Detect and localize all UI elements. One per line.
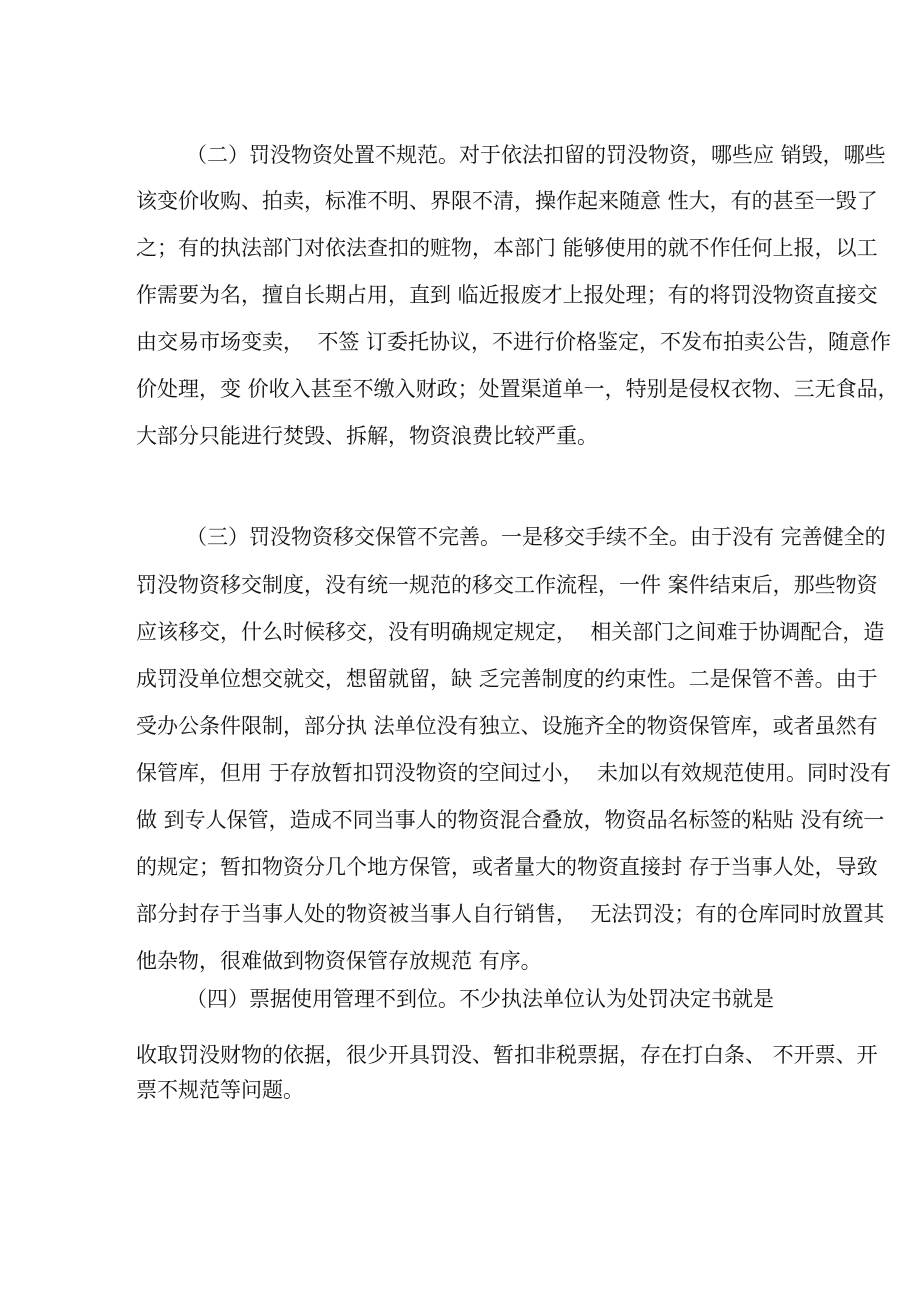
para2-line-3: 之；有的执法部门对依法查扣的赃物，本部门 能够使用的就不作任何上报，以工	[136, 236, 878, 260]
para2-line-4: 作需要为名，擅自长期占用，直到 临近报废才上报处理；有的将罚没物资直接交	[136, 283, 878, 307]
para2-line-7: 大部分只能进行焚毁、拆解，物资浪费比较严重。	[136, 424, 598, 448]
para3-line-5: 受办公条件限制，部分执 法单位没有独立、设施齐全的物资保管库，或者虽然有	[136, 714, 878, 738]
para4-line-2: 收取罚没财物的依据，很少开具罚没、暂扣非税票据，存在打白条、 不开票、开	[136, 1043, 878, 1067]
para3-line-8: 的规定；暂扣物资分几个地方保管，或者量大的物资直接封 存于当事人处，导致	[136, 855, 878, 879]
para3-line-3: 应该移交，什么时候移交，没有明确规定规定， 相关部门之间难于协调配合，造	[136, 620, 885, 644]
para3-line-7: 做 到专人保管，造成不同当事人的物资混合叠放，物资品名标签的粘贴 没有统一	[136, 808, 885, 832]
para4-line-1: （四）票据使用管理不到位。不少执法单位认为处罚决定书就是	[186, 987, 774, 1011]
para4-line-3: 票不规范等问题。	[136, 1078, 304, 1102]
para3-line-10: 他杂物，很难做到物资保管存放规范 有序。	[136, 949, 542, 973]
para2-line-1: （二）罚没物资处置不规范。对于依法扣留的罚没物资，哪些应 销毁，哪些	[186, 143, 886, 167]
para2-line-2: 该变价收购、拍卖，标准不明、界限不清，操作起来随意 性大，有的甚至一毁了	[136, 189, 878, 213]
para2-line-6: 价处理，变 价收入甚至不缴入财政；处置渠道单一，特别是侵权衣物、三无食品，	[136, 377, 899, 401]
para3-line-4: 成罚没单位想交就交，想留就留，缺 乏完善制度的约束性。二是保管不善。由于	[136, 667, 878, 691]
para3-line-1: （三）罚没物资移交保管不完善。一是移交手续不全。由于没有 完善健全的	[186, 525, 886, 549]
para3-line-6: 保管库，但用 于存放暂扣罚没物资的空间过小， 未加以有效规范使用。同时没有	[136, 761, 892, 785]
para3-line-9: 部分封存于当事人处的物资被当事人自行销售， 无法罚没；有的仓库同时放置其	[136, 902, 885, 926]
para2-line-5: 由交易市场变卖， 不签 订委托协议，不进行价格鉴定，不发布拍卖公告，随意作	[136, 330, 892, 354]
para3-line-2: 罚没物资移交制度，没有统一规范的移交工作流程，一件 案件结束后，那些物资	[136, 573, 878, 597]
